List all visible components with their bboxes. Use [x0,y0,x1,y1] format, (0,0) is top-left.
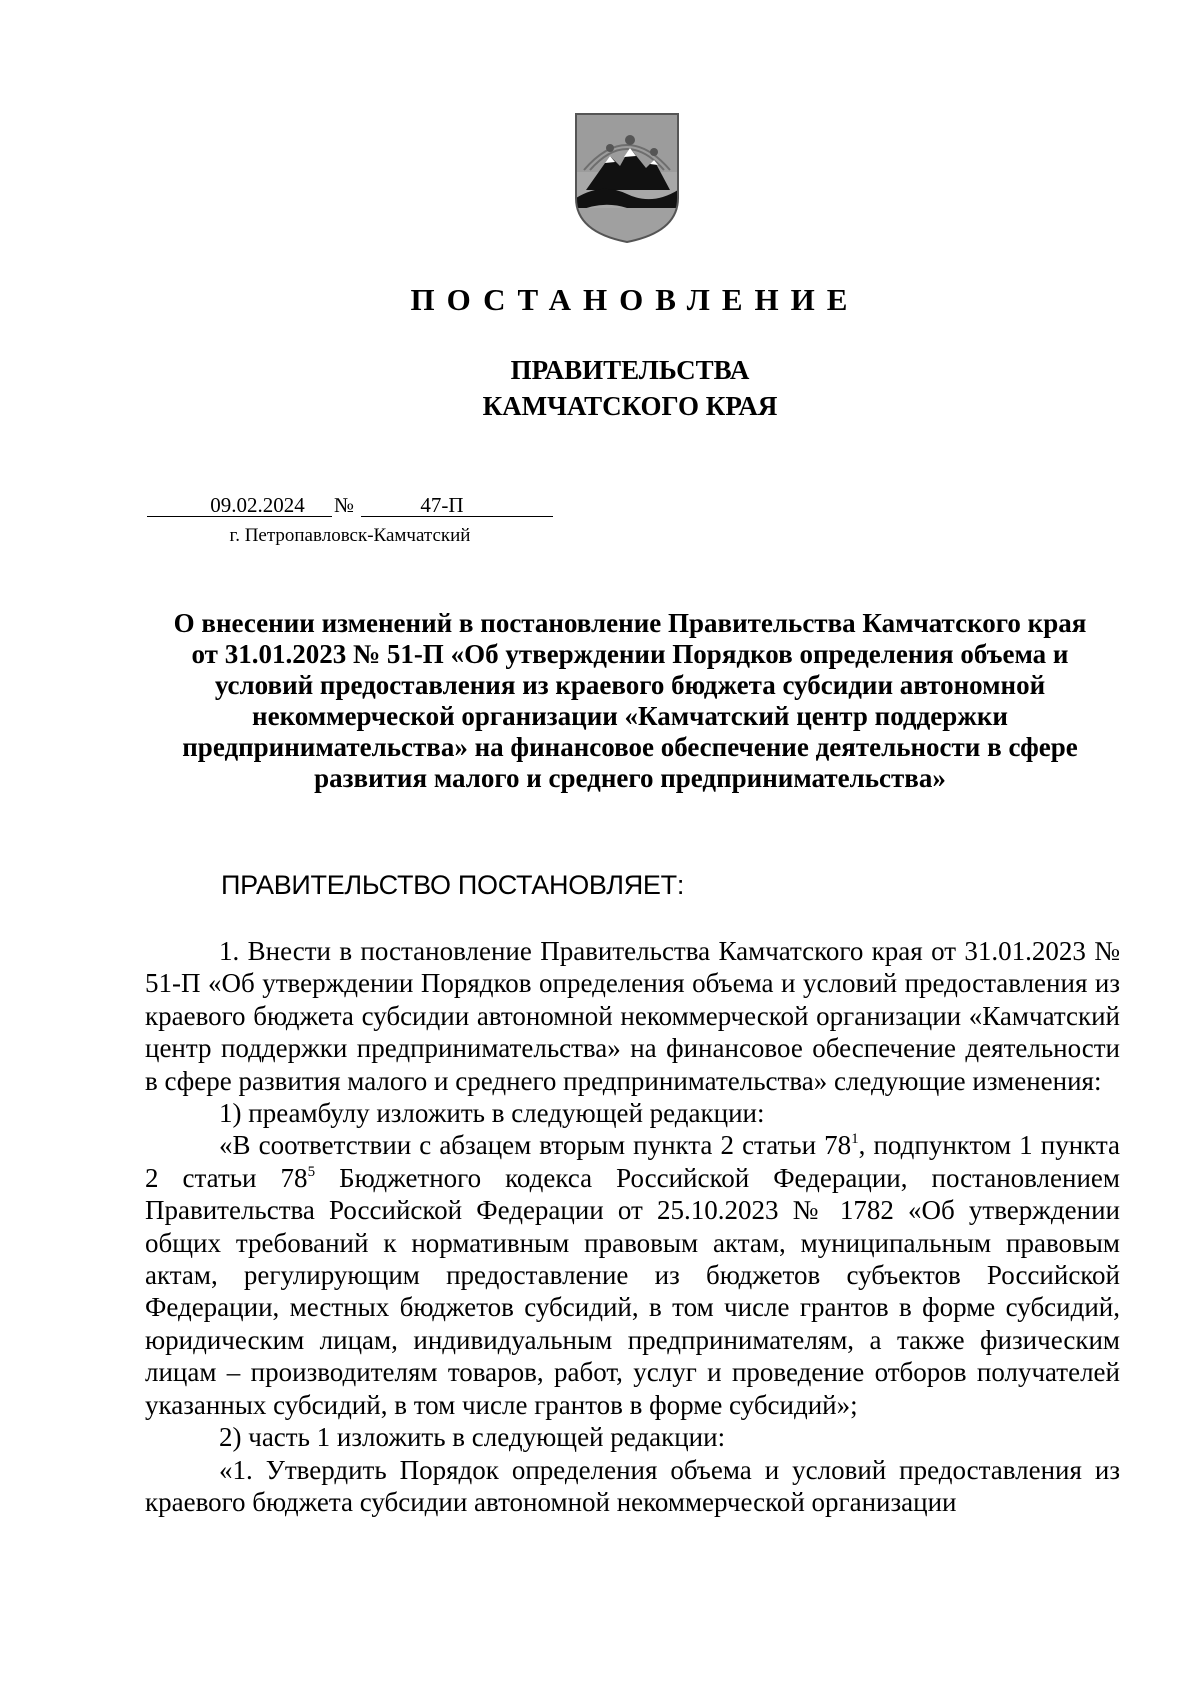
paragraph-3-part-a: «В соответствии с абзацем вторым пункта 2 статьи 78 [219,1130,852,1161]
paragraph-3-part-b: , подпунктом 1 пункта 2 статьи 78 [145,1130,1121,1193]
paragraph-3-part-c: Бюджетного кодекса Российской Федерации, постановлением Правительства Российской Федерации от 25.10.2023 № 1782 «Об утверждении общих требований к нормативным правовым актам, муниципальным правовым актам, регулирующим предоставление из бюджетов субъектов Российской Федерации, местных бюджетов субсидий, в том числе грантов в форме субсидий, юридическим лицам, индивидуальным предпринимателям, а также физическим лицам – производителям товаров, работ, услуг и проведение отборов получателей указанных субсидий, в том числе грантов в форме субсидий»; [145,1162,1121,1420]
subject-line: от 31.01.2023 № 51-П «Об утверждении Порядков определения объема и [191,639,1069,669]
paragraph-1: 1. Внести в постановление Правительства Камчатского края от 31.01.2023 № 51-П «Об утверждении Порядков определения объема и условий предоставления из краевого бюджета субсидии автономной некоммерческой организации «Камчатский центр поддержки предпринимательства» на финансовое обеспечение деятельности в сфере развития малого и среднего предпринимательства» следующие изменения: [145,936,1120,1096]
paragraph-3 [145,1129,1120,1421]
paragraph-4: 2) часть 1 изложить в следующей редакции: [219,1422,726,1453]
subject-line: О внесении изменений в постановление Правительства Камчатского края [173,608,1087,638]
coat-of-arms-icon [572,112,682,244]
document-kind-title: ПОСТАНОВЛЕНИЕ [410,282,860,317]
city-of-issue: г. Петропавловск-Камчатский [229,525,471,546]
subject-line: предпринимательства» на финансовое обеспечение деятельности в сфере [182,732,1078,762]
document-subject [140,608,1120,794]
issuer-line: КАМЧАТСКОГО КРАЯ [482,391,778,421]
registration-line [147,493,553,519]
issuer-line: ПРАВИТЕЛЬСТВА [510,355,750,385]
subject-line: условий предоставления из краевого бюджета субсидии автономной [214,670,1046,700]
decree-heading: ПРАВИТЕЛЬСТВО ПОСТАНОВЛЯЕТ: [221,870,685,900]
paragraph-2: 1) преамбулу изложить в следующей редакции: [219,1098,765,1129]
number-sign: № [334,493,355,517]
subject-line: некоммерческой организации «Камчатский центр поддержки [252,701,1008,731]
document-body [145,935,1120,1518]
superscript-1: 1 [851,1131,859,1148]
registration-date: 09.02.2024 [147,493,332,517]
paragraph-5: «1. Утвердить Порядок определения объема и условий предоставления из краевого бюджета субсидии автономной некоммерческой организации [145,1454,1120,1517]
registration-number: 47-П [361,493,553,517]
subject-line: развития малого и среднего предпринимательства» [314,763,946,793]
superscript-5: 5 [307,1163,316,1180]
issuer-block [0,352,1200,424]
